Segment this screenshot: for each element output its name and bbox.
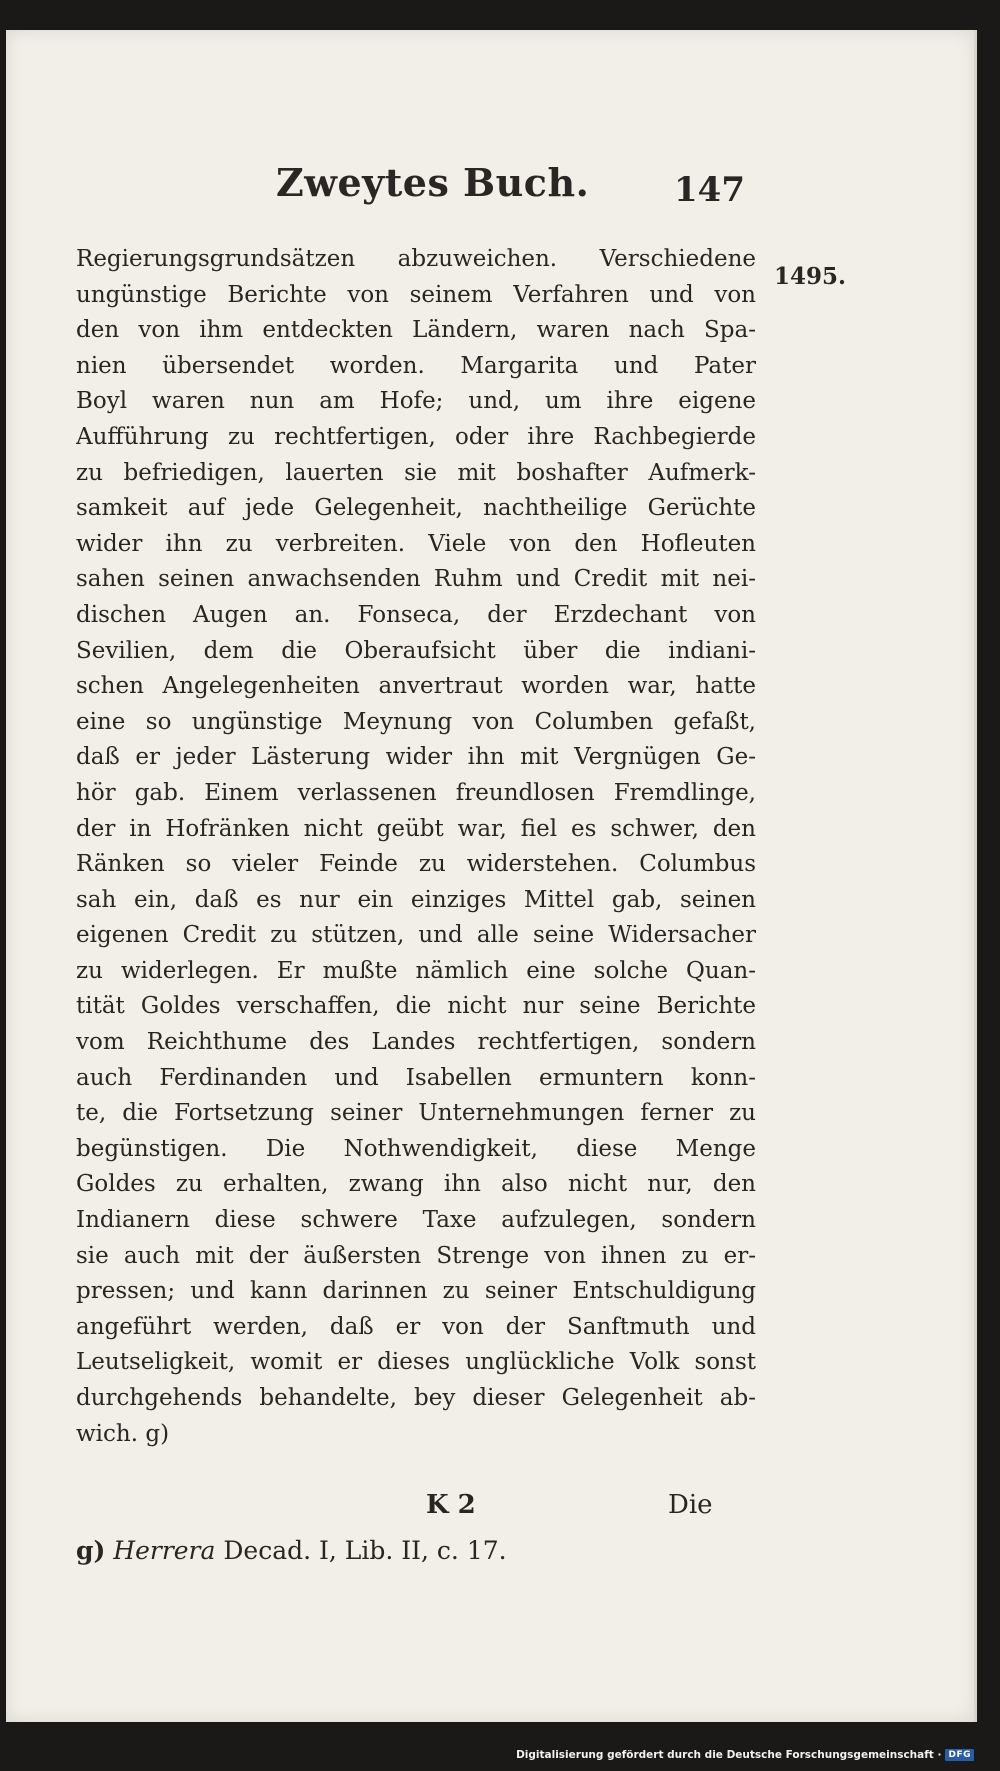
footnote-author: Herrera: [113, 1536, 216, 1565]
text-line: nien übersendet worden. Margarita und Pater: [76, 352, 756, 379]
text-line: ungünstige Berichte von seinem Verfahren und von: [76, 281, 756, 308]
text-line: schen Angelegenheiten anvertraut worden war, hatte: [76, 673, 756, 700]
text-line: den von ihm entdeckten Ländern, waren nach Spa-: [76, 317, 756, 344]
catchword: Die: [668, 1490, 713, 1520]
text-line: te, die Fortsetzung seiner Unternehmungen ferner zu: [76, 1100, 756, 1127]
text-line: eine so ungünstige Meynung von Columben gefaßt,: [76, 708, 756, 735]
text-line: Sevilien, dem die Oberaufsicht über die indiani-: [76, 637, 756, 664]
text-line: angeführt werden, daß er von der Sanftmuth und: [76, 1313, 756, 1340]
text-line: vom Reichthume des Landes rechtfertigen, sondern: [76, 1029, 756, 1056]
text-line: Goldes zu erhalten, zwang ihn also nicht nur, den: [76, 1171, 756, 1198]
text-line: sah ein, daß es nur ein einziges Mittel gab, seinen: [76, 886, 756, 913]
text-line: sahen seinen anwachsenden Ruhm und Credit mit nei-: [76, 566, 756, 593]
dfg-logo-icon: DFG: [945, 1749, 974, 1761]
footnote-citation: Decad. I, Lib. II, c. 17.: [223, 1536, 507, 1565]
text-line: durchgehends behandelte, bey dieser Gelegenheit ab-: [76, 1385, 756, 1411]
text-line: wich. g): [76, 1420, 170, 1447]
text-line: pressen; und kann darinnen zu seiner Entschuldigung: [76, 1278, 756, 1305]
digitization-credit: [516, 1749, 974, 1761]
book-page: [6, 30, 977, 1722]
text-line: der in Hofränken nicht geübt war, fiel es schwer, den: [76, 815, 756, 842]
text-line: zu widerlegen. Er mußte nämlich eine solche Quan-: [76, 957, 756, 984]
text-line: Leutseligkeit, womit er dieses unglückliche Volk sonst: [76, 1349, 756, 1376]
text-line: daß er jeder Lästerung wider ihn mit Vergnügen Ge-: [76, 744, 756, 771]
text-line: tität Goldes verschaffen, die nicht nur seine Berichte: [76, 993, 756, 1020]
text-line: Aufführung zu rechtfertigen, oder ihre Rachbegierde: [76, 423, 756, 450]
credit-text: Digitalisierung gefördert durch die Deutsche Forschungsgemeinschaft ·: [516, 1749, 942, 1761]
text-line: zu befriedigen, lauerten sie mit boshafter Aufmerk-: [76, 459, 756, 486]
text-line: Boyl waren nun am Hofe; und, um ihre eigene: [76, 388, 756, 415]
text-line: samkeit auf jede Gelegenheit, nachtheilige Gerüchte: [76, 495, 756, 522]
text-line: hör gab. Einem verlassenen freundlosen Fremdlinge,: [76, 779, 756, 806]
body-text: [76, 242, 756, 1452]
text-line: begünstigen. Die Nothwendigkeit, diese Menge: [76, 1135, 756, 1162]
text-line: wider ihn zu verbreiten. Viele von den Hofleuten: [76, 530, 756, 557]
margin-year: 1495.: [774, 263, 847, 290]
text-line: Indianern diese schwere Taxe aufzulegen, sondern: [76, 1207, 756, 1234]
running-head: Zweytes Buch.: [276, 160, 590, 205]
footnote: [76, 1536, 507, 1565]
text-line: sie auch mit der äußersten Strenge von ihnen zu er-: [76, 1242, 756, 1269]
text-line: Ränken so vieler Feinde zu widerstehen. Columbus: [76, 851, 756, 878]
text-line: dischen Augen an. Fonseca, der Erzdechant von: [76, 601, 756, 628]
text-line: eigenen Credit zu stützen, und alle seine Widersacher: [76, 922, 756, 949]
page-number: 147: [674, 170, 745, 210]
footnote-mark: g): [76, 1536, 106, 1565]
text-line: auch Ferdinanden und Isabellen ermuntern konn-: [76, 1064, 756, 1091]
signature-mark: K 2: [426, 1490, 476, 1520]
text-line: Regierungsgrundsätzen abzuweichen. Verschiedene: [76, 246, 756, 272]
